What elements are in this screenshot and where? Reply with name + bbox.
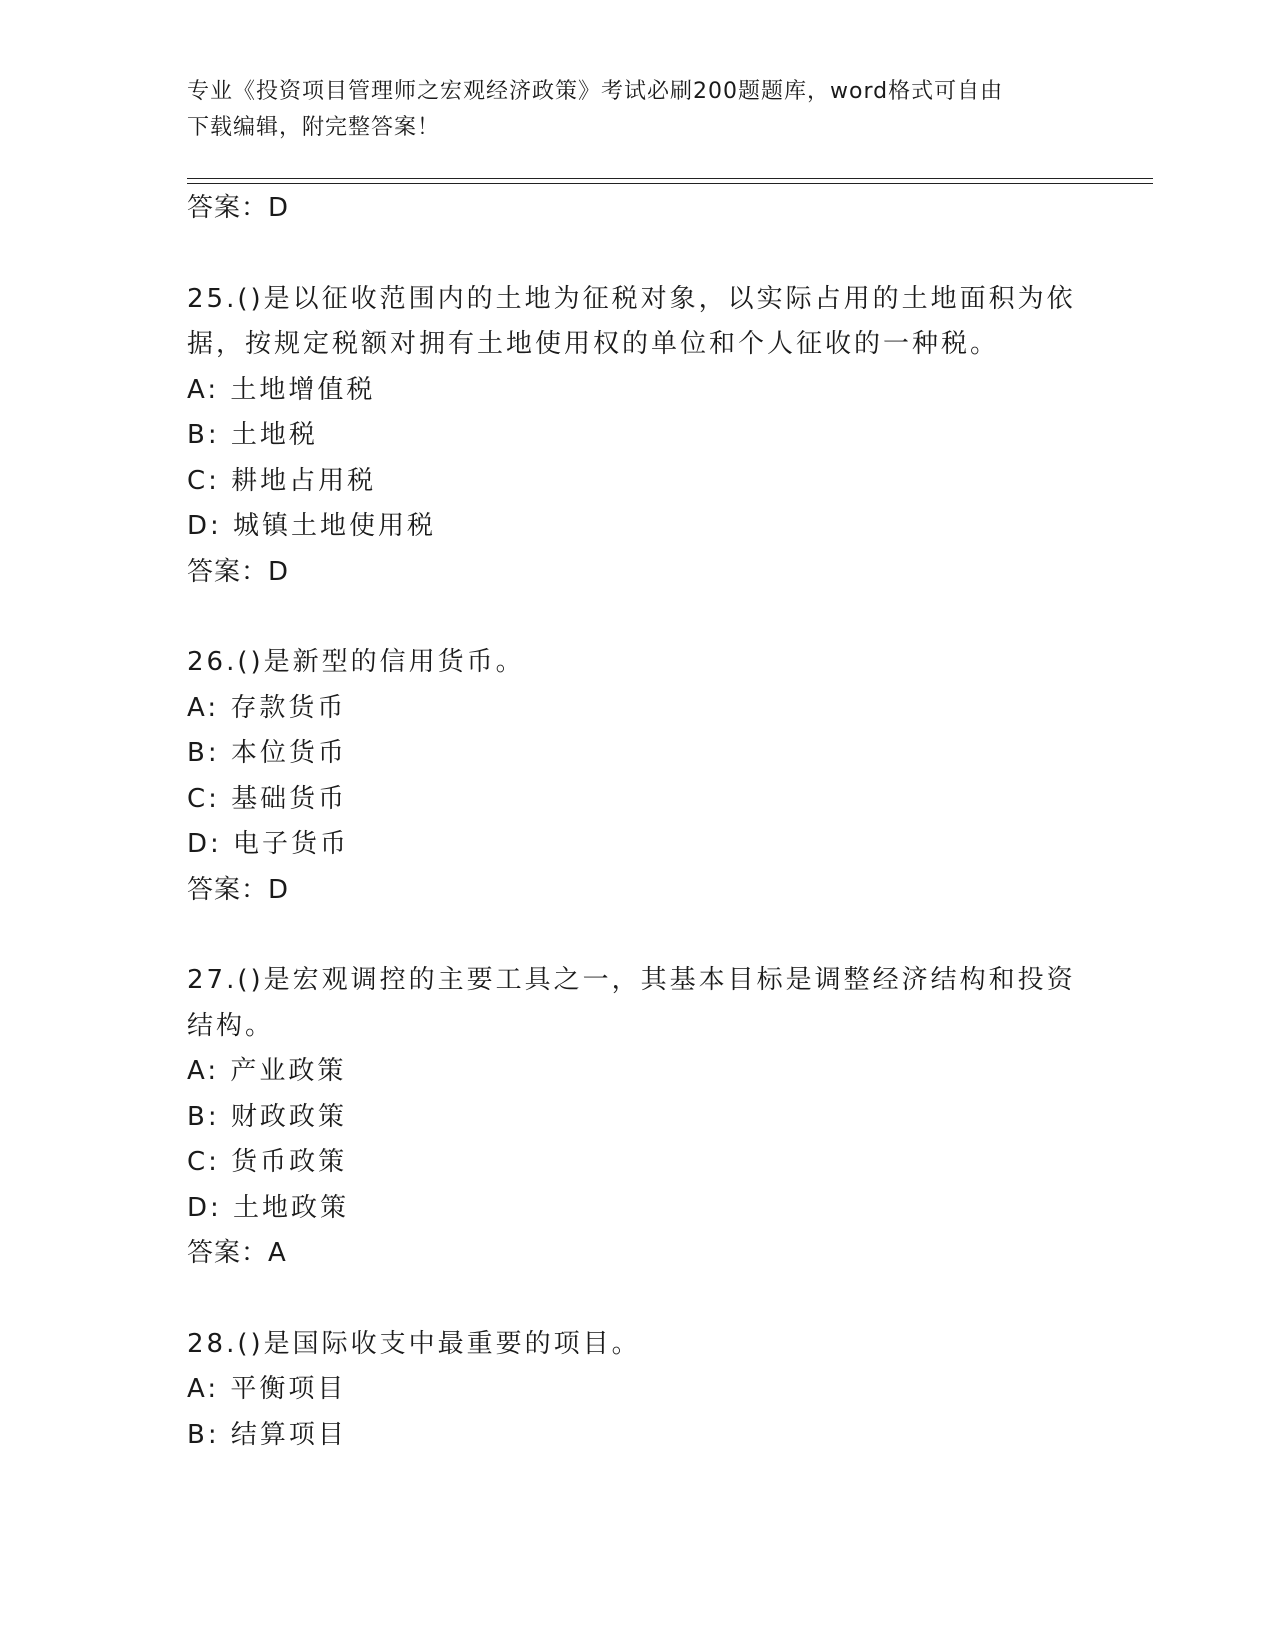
- option-c: C: 耕地占用税: [187, 465, 377, 496]
- option-b: B: 土地税: [187, 420, 318, 450]
- answer-line: 答案：D: [187, 874, 290, 905]
- option-a: A: 平衡项目: [187, 1374, 347, 1404]
- question-25: [187, 277, 1087, 596]
- question-stem: 27.()是宏观调控的主要工具之一，其基本目标是调整经济结构和投资: [187, 965, 1076, 995]
- question-stem: 25.()是以征收范围内的土地为征税对象，以实际占用的土地面积为依: [187, 283, 1076, 314]
- option-b: B: 结算项目: [187, 1419, 347, 1450]
- spacer: [187, 595, 1087, 640]
- spacer: [187, 1277, 1087, 1322]
- document-body: [187, 186, 1087, 1458]
- spacer: [187, 232, 1087, 277]
- question-28: [187, 1322, 1087, 1459]
- header-divider-top: [187, 178, 1153, 179]
- question-stem-cont: 据，按规定税额对拥有土地使用权的单位和个人征收的一种税。: [187, 329, 1000, 359]
- answer-line: 答案：D: [187, 556, 290, 587]
- spacer: [187, 913, 1087, 958]
- option-c: C: 基础货币: [187, 783, 348, 814]
- option-b: B: 本位货币: [187, 738, 347, 768]
- option-b: B: 财政政策: [187, 1101, 347, 1132]
- answer-line: 答案：A: [187, 1238, 287, 1268]
- option-d: D: 城镇土地使用税: [187, 511, 437, 541]
- header-line-1: 专业《投资项目管理师之宏观经济政策》考试必刷200题题库，word格式可自由: [187, 79, 1004, 104]
- question-27: [187, 958, 1087, 1277]
- option-a: A: 土地增值税: [187, 374, 376, 405]
- option-a: A: 存款货币: [187, 692, 347, 723]
- document-header: [187, 74, 1087, 146]
- option-d: D: 土地政策: [187, 1192, 350, 1223]
- option-c: C: 货币政策: [187, 1147, 348, 1177]
- option-a: A: 产业政策: [187, 1056, 347, 1086]
- option-d: D: 电子货币: [187, 829, 350, 859]
- question-stem-cont: 结构。: [187, 1010, 275, 1041]
- question-stem: 28.()是国际收支中最重要的项目。: [187, 1328, 641, 1359]
- header-divider-bottom: [187, 183, 1153, 184]
- header-line-2: 下载编辑，附完整答案！: [187, 115, 441, 140]
- question-26: [187, 640, 1087, 913]
- answer-line: 答案：D: [187, 193, 290, 223]
- question-stem: 26.()是新型的信用货币。: [187, 647, 525, 677]
